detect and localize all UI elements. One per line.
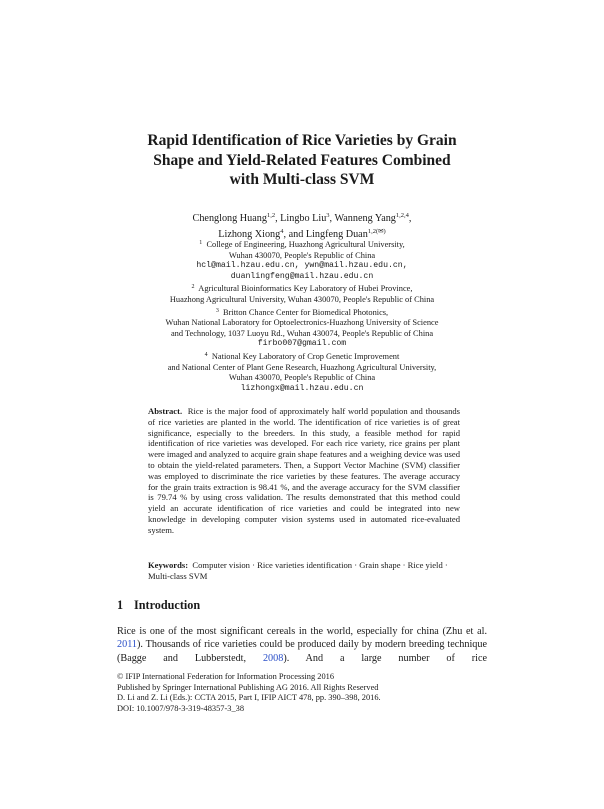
affil-number: 4 — [204, 351, 208, 358]
author-affil-sup: 1,2 — [266, 212, 276, 219]
author-affil-sup: 4 — [280, 227, 284, 235]
section-number: 1 — [117, 598, 124, 612]
abstract-text: Rice is the major food of approximately half world population and thousands of rice varieties are planted in the world. The identification of rice varieties is of great significance, especially to the breeders. In this study, a feasible method for rapid identification of rice varieties was developed. For each rice variety, rice grains per plant were imaged and analyzed to acquire grain shape features and a weighing device was used to obtain the yield-related parameters. Then, a Support Vector Machine (SVM) classifier was employed to discriminate the rice varieties by these features. The average accuracy for the grain traits extraction is 98.41 %, and the average accuracy for the SVM classifier is 79.74 % by using cross validation. The results demonstrated that this method could yield an accurate identification of rice varieties and could be integrated into new knowledge in developing computer vision systems used in automated rice-evaluated system. — [148, 406, 461, 535]
affil-line: Agricultural Bioinformatics Key Laboratory of Hubei Province, — [198, 284, 413, 294]
intro-text: Rice is one of the most significant cereals in the world, especially for china (Zhu et al. — [117, 626, 487, 637]
author-name: Lizhong Xiong — [218, 228, 281, 240]
affil-line: and National Center of Plant Gene Research, Huazhong Agricultural University, — [167, 362, 437, 372]
affil-line: Wuhan 430070, People's Republic of China — [228, 373, 376, 383]
footer-line: D. Li and Z. Li (Eds.): CCTA 2015, Part I, IFIP AICT 478, pp. 390–398, 2016. — [117, 693, 381, 703]
doi-line[interactable]: DOI: 10.1007/978-3-319-48357-3_38 — [117, 703, 245, 713]
author-separator: , — [329, 213, 335, 224]
corresponding-author-sup[interactable]: 1,2(✉) — [367, 227, 386, 235]
affil-line: National Key Laboratory of Crop Genetic Improvement — [211, 351, 400, 361]
author-name: Chenglong Huang — [192, 213, 267, 224]
citation-link[interactable]: 2008 — [262, 652, 284, 664]
author-separator: , — [408, 213, 412, 224]
author-name: Lingfeng Duan — [305, 228, 368, 240]
intro-paragraph — [117, 625, 487, 665]
section-heading — [117, 598, 200, 613]
author-list — [0, 210, 604, 241]
paper-title — [0, 131, 604, 190]
affiliation-3 — [0, 306, 604, 350]
affiliation-2 — [0, 282, 604, 305]
affil-line: Wuhan 430070, People's Republic of China — [228, 250, 376, 260]
footer-line: © IFIP International Federation for Information Processing 2016 — [117, 672, 335, 681]
abstract — [148, 406, 460, 536]
affiliation-1 — [0, 238, 604, 282]
footer-line: Published by Springer International Publishing AG 2016. All Rights Reserved — [117, 682, 379, 692]
keywords-text: Computer vision · Rice varieties identification · Grain shape · Rice yield · Multi-class SVM — [148, 560, 448, 581]
keywords — [148, 560, 460, 582]
citation-link[interactable]: 2011 — [117, 639, 137, 651]
email-link[interactable]: firbo007@gmail.com — [257, 339, 347, 349]
affiliations — [0, 238, 604, 394]
affil-line: College of Engineering, Huazhong Agricultural University, — [206, 240, 405, 249]
affiliation-4 — [0, 350, 604, 394]
email-link[interactable]: duanlingfeng@mail.hzau.edu.cn — [230, 271, 374, 281]
title-line: with Multi-class SVM — [229, 171, 375, 188]
intro-text: ). And a large number of rice — [283, 652, 487, 664]
affil-number: 1 — [199, 240, 203, 246]
affil-line: Wuhan National Laboratory for Optoelectronics-Huazhong University of Science — [165, 318, 439, 328]
affil-line: Britton Chance Center for Biomedical Photonics, — [223, 307, 389, 317]
section-title: Introduction — [134, 598, 201, 612]
title-line: Shape and Yield-Related Features Combined — [153, 151, 451, 169]
affil-line: Huazhong Agricultural University, Wuhan 430070, People's Republic of China — [169, 294, 435, 304]
affil-line: and Technology, 1037 Luoyu Rd., Wuhan 430074, People's Republic of China — [170, 328, 434, 338]
keywords-label: Keywords: — [148, 560, 189, 570]
title-line: Rapid Identification of Rice Varieties by Grain — [147, 132, 457, 149]
abstract-label: Abstract. — [148, 406, 183, 416]
copyright-footer — [117, 672, 381, 714]
intro-text: ). Thousands of rice varieties could be produced daily by modern breeding technique (Bagge and Lubberstedt, — [117, 639, 487, 664]
author-name: Wanneng Yang — [334, 213, 396, 224]
author-affil-sup: 1,2,4 — [395, 212, 409, 219]
affil-number: 2 — [191, 284, 195, 291]
author-separator: , — [275, 213, 281, 224]
author-name: Lingbo Liu — [280, 213, 327, 224]
email-link[interactable]: lizhongx@mail.hzau.edu.cn — [240, 383, 364, 393]
author-affil-sup: 3 — [326, 212, 330, 219]
email-link[interactable]: hcl@mail.hzau.edu.cn, ywn@mail.hzau.edu.cn, — [196, 261, 408, 271]
author-separator: , and — [283, 228, 306, 240]
affil-number: 3 — [215, 307, 219, 314]
